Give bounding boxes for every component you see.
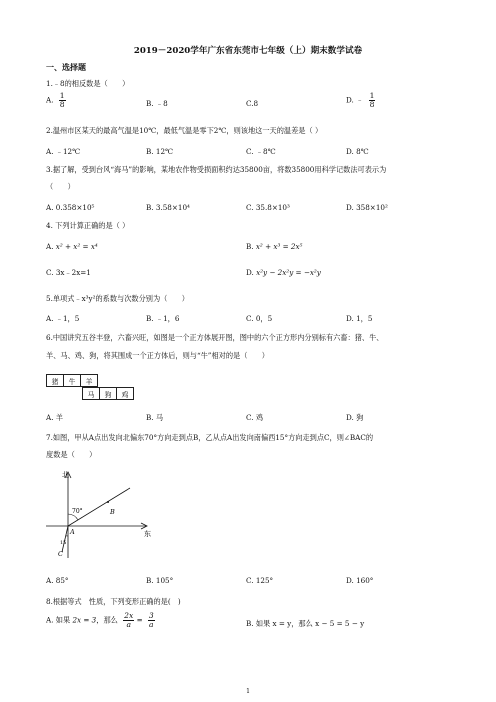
q4-option-a[interactable]: A. x² + x² = x⁴ (46, 242, 98, 251)
net-cell: 羊 (81, 375, 98, 387)
fraction: $\frac{2x}{a}$ (124, 611, 134, 629)
question-7-stem-cont: 度数是（ ） (46, 450, 97, 459)
q1-option-a[interactable]: A. $\frac{1}{8}$ (46, 91, 65, 109)
fraction: $\frac{3}{a}$ (148, 611, 154, 629)
q5-option-a[interactable]: A. ﹣1，5 (46, 314, 80, 323)
q4-option-c[interactable]: C. 3x﹣2x=1 (46, 268, 91, 277)
cube-net-row-bottom (82, 387, 134, 400)
q3-option-a[interactable]: A. 0.358×10⁵ (46, 203, 95, 212)
section-heading: 一、选择题 (46, 62, 86, 72)
q6-option-a[interactable]: A. 羊 (46, 413, 63, 422)
q5-option-d[interactable]: D. 1，5 (346, 314, 373, 323)
q1-option-b[interactable]: B. ﹣8 (146, 99, 168, 108)
north-label: 北 (62, 471, 69, 479)
page-title: 2019－2020学年广东省东莞市七年级（上）期末数学试卷 (133, 46, 363, 56)
q6-option-b[interactable]: B. 马 (146, 413, 164, 422)
q5-option-c[interactable]: C. 0，5 (246, 314, 273, 323)
question-2-stem: 2.温州市区某天的最高气温是10℃，最低气温是零下2℃，则该地这一天的温差是（ ） (46, 126, 323, 135)
q7-option-c[interactable]: C. 125° (246, 576, 274, 585)
q3-option-c[interactable]: C. 35.8×10³ (246, 203, 290, 212)
point-b-dot (107, 501, 109, 503)
question-7-stem: 7.如图，甲从A点出发向北偏东70°方向走到点B，乙从点A出发向南偏西15°方向走到点C，则∠BAC的 (46, 433, 374, 442)
question-3-stem-cont: （ ） (46, 182, 75, 191)
q2-option-d[interactable]: D. 8℃ (346, 147, 369, 156)
angle-15-label: 15 (60, 540, 67, 546)
net-cell: 狗 (100, 388, 117, 400)
cube-net-row-top (46, 374, 98, 387)
angle-70-label: 70° (72, 508, 83, 515)
direction-figure (40, 468, 160, 568)
question-6-stem: 6.中国讲究五谷丰登，六畜兴旺，如图是一个正方体展开图，图中的六个正方形内分别标有六畜：猪、牛、 (46, 333, 384, 342)
net-cell: 鸡 (117, 388, 134, 400)
question-4-stem: 4. 下列计算正确的是（ ） (46, 221, 130, 230)
page-number: 1 (246, 688, 250, 695)
q8-option-b[interactable]: B. 如果 x = y，那么 x − 5 = 5 − y (246, 619, 365, 628)
ray-ac (62, 526, 68, 552)
net-cell: 马 (83, 388, 100, 400)
east-label: 东 (144, 530, 151, 538)
net-cell: 猪 (47, 375, 64, 387)
q2-option-a[interactable]: A. ﹣12℃ (46, 147, 81, 156)
question-1-stem: 1.﹣8的相反数是（ ） (46, 79, 130, 88)
q7-option-a[interactable]: A. 85° (46, 576, 69, 585)
q4-option-b[interactable]: B. x² + x³ = 2x⁵ (246, 242, 303, 251)
net-cell: 牛 (64, 375, 81, 387)
question-5-stem: 5.单项式﹣x³y²的系数与次数分别为（ ） (46, 294, 189, 303)
q7-option-b[interactable]: B. 105° (146, 576, 174, 585)
q5-option-b[interactable]: B. ﹣1，6 (146, 314, 180, 323)
question-8-stem: 8.根据等式 性质，下列变形正确的是( ) (46, 597, 181, 606)
point-b-label: B (110, 508, 115, 516)
q3-option-b[interactable]: B. 3.58×10⁴ (146, 203, 190, 212)
q8-option-a[interactable]: A. 如果 2x = 3，那么 $\frac{2x}{a}$ = $\frac{3}{a}$ (46, 611, 154, 629)
q1-option-c[interactable]: C.8 (246, 99, 259, 108)
q6-option-c[interactable]: C. 鸡 (246, 413, 264, 422)
q2-option-c[interactable]: C. ﹣8℃ (246, 147, 276, 156)
q6-option-d[interactable]: D. 狗 (346, 413, 364, 422)
q4-option-d[interactable]: D. x²y − 2x²y = −x²y (246, 268, 321, 277)
question-6-stem-cont: 羊、马、鸡、狗，将其围成一个正方体后，则与“牛”相对的是（ ） (46, 351, 269, 360)
q1-option-d[interactable]: D. ﹣ $\frac{1}{8}$ (346, 91, 375, 109)
q7-option-d[interactable]: D. 160° (346, 576, 374, 585)
ray-ab (68, 488, 130, 526)
point-a-label: A (70, 528, 75, 536)
q3-option-d[interactable]: D. 358×10² (346, 203, 388, 212)
q2-option-b[interactable]: B. 12℃ (146, 147, 174, 156)
fraction: $\frac{1}{8}$ (369, 91, 375, 109)
point-c-label: C (58, 550, 63, 558)
fraction: $\frac{1}{8}$ (59, 91, 65, 109)
question-3-stem: 3.据了解，受到台风“海马”的影响，某地农作物受损面积约达35800亩，将数35800用科学记数法可表示为 (46, 165, 387, 174)
